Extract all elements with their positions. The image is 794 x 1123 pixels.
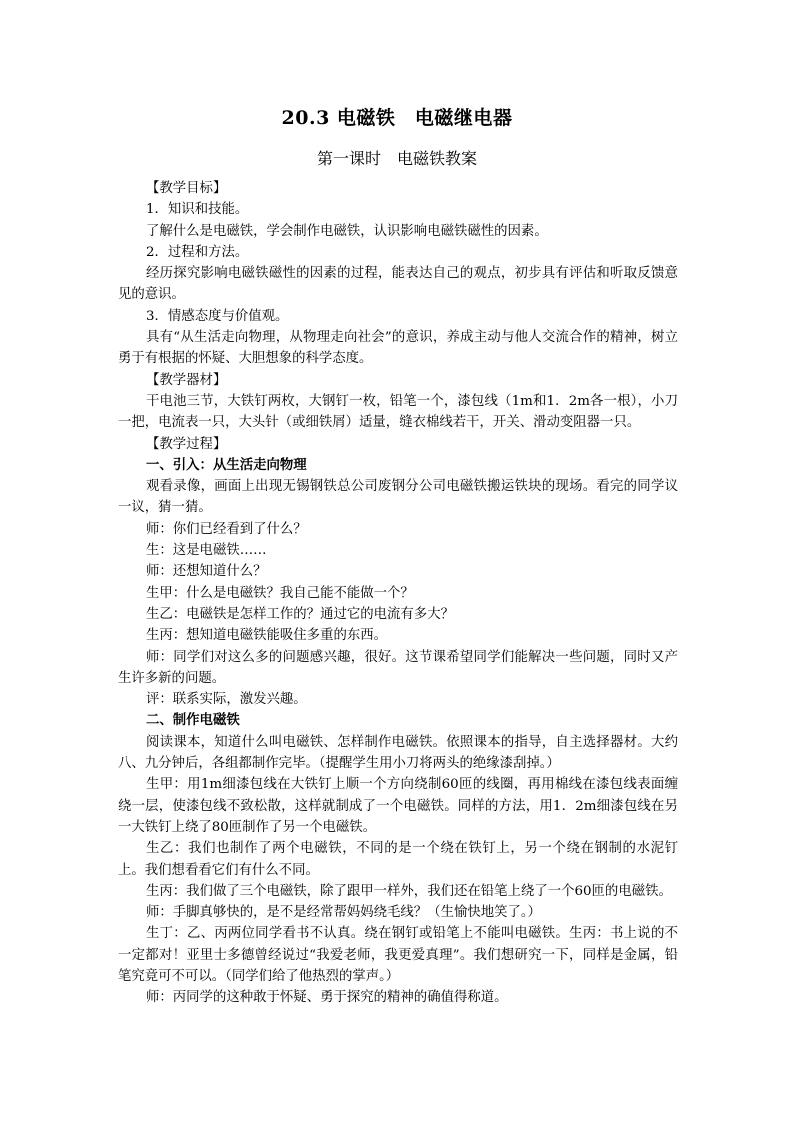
dialogue-line: 师：还想知道什么？: [146, 564, 267, 580]
paragraph: 了解什么是电磁铁，学会制作电磁铁，认识影响电磁铁磁性的因素。: [146, 223, 548, 239]
paragraph: 经历探究影响电磁铁磁性的因素的过程，能表达自己的观点，初步具有评估和听取反馈意见的意识。: [118, 266, 678, 303]
paragraph: 3．情感态度与价值观。: [146, 308, 289, 324]
dialogue-line: 师：同学们对这么多的问题感兴趣，很好。这节课希望同学们能解决一些问题，同时又产生许多新的问题。: [118, 649, 678, 686]
paragraph: 2．过程和方法。: [146, 244, 249, 260]
comment-line: 评：联系实际，激发兴趣。: [146, 692, 307, 708]
paragraph: 干电池三节，大铁钉两枚，大钢钉一枚，铅笔一个，漆包线（1m和1．2m各一根），小刀一把，电流表一只，大头针（或细铁屑）适量，缝衣棉线若干，开关、滑动变阻器一只。: [118, 393, 678, 431]
dialogue-line: 生：这是电磁铁……: [146, 543, 267, 559]
section-heading-objectives: 【教学目标】: [146, 181, 227, 196]
paragraph: 阅读课本，知道什么叫电磁铁、怎样制作电磁铁。依照课本的指导，自主选择器材。大约八、九分钟后，各组都制作完毕。（提醒学生用小刀将两头的绝缘漆刮掉。）: [118, 734, 678, 772]
subsection-heading-intro: 一、引入：从生活走向物理: [146, 456, 307, 473]
dialogue-line: 生乙：我们也制作了两个电磁铁，不同的是一个绕在铁钉上，另一个绕在钢制的水泥钉上。我们想看看它们有什么不同。: [118, 841, 678, 878]
dialogue-line: 生甲：什么是电磁铁？我自己能不能做一个？: [146, 585, 414, 601]
dialogue-line: 生丁：乙、丙两位同学看书不认真。绕在钢钉或铅笔上不能叫电磁铁。生丙：书上说的不一定都对！亚里士多德曾经说过“我爱老师，我更爱真理”。我们想研究一下，同样是金属，铅笔究竟可不可以。（同学们给了他热烈的掌声。）: [118, 926, 678, 984]
document-body: [118, 178, 678, 1009]
section-heading-materials: 【教学器材】: [146, 372, 227, 388]
paragraph: 具有“从生活走向物理，从物理走向社会”的意识，养成主动与他人交流合作的精神，树立勇于有根据的怀疑、大胆想象的科学态度。: [118, 330, 678, 367]
dialogue-line: 师：你们已经看到了什么？: [146, 521, 307, 537]
paragraph: 观看录像，画面上出现无锡钢铁总公司废钢分公司电磁铁搬运铁块的现场。看完的同学议一议，猜一猜。: [118, 479, 678, 516]
dialogue-line: 师：丙同学的这种敢于怀疑、勇于探究的精神的确值得称道。: [146, 990, 508, 1006]
paragraph: 1．知识和技能。: [146, 202, 249, 218]
document-subtitle: 第一课时 电磁铁教案: [316, 149, 477, 168]
dialogue-line: 师：手脚真够快的，是不是经常帮妈妈绕毛线？（生愉快地笑了。）: [146, 905, 542, 921]
section-heading-process: 【教学过程】: [146, 436, 227, 452]
dialogue-line: 生甲：用1m细漆包线在大铁钉上顺一个方向绕制60匝的线圈，再用棉线在漆包线表面缠绕一层，使漆包线不致松散，这样就制成了一个电磁铁。同样的方法，用1．2m细漆包线在另一大铁钉上绕了80匝制作了另一个电磁铁。: [118, 777, 678, 835]
document-title: 20.3 电磁铁 电磁继电器: [281, 107, 513, 129]
dialogue-line: 生乙：电磁铁是怎样工作的？通过它的电流有多大？: [146, 606, 454, 622]
dialogue-line: 生丙：想知道电磁铁能吸住多重的东西。: [146, 628, 388, 644]
dialogue-line: 生丙：我们做了三个电磁铁，除了跟甲一样外，我们还在铅笔上绕了一个60匝的电磁铁。: [146, 883, 672, 899]
subsection-heading-making: 二、制作电磁铁: [146, 712, 240, 729]
